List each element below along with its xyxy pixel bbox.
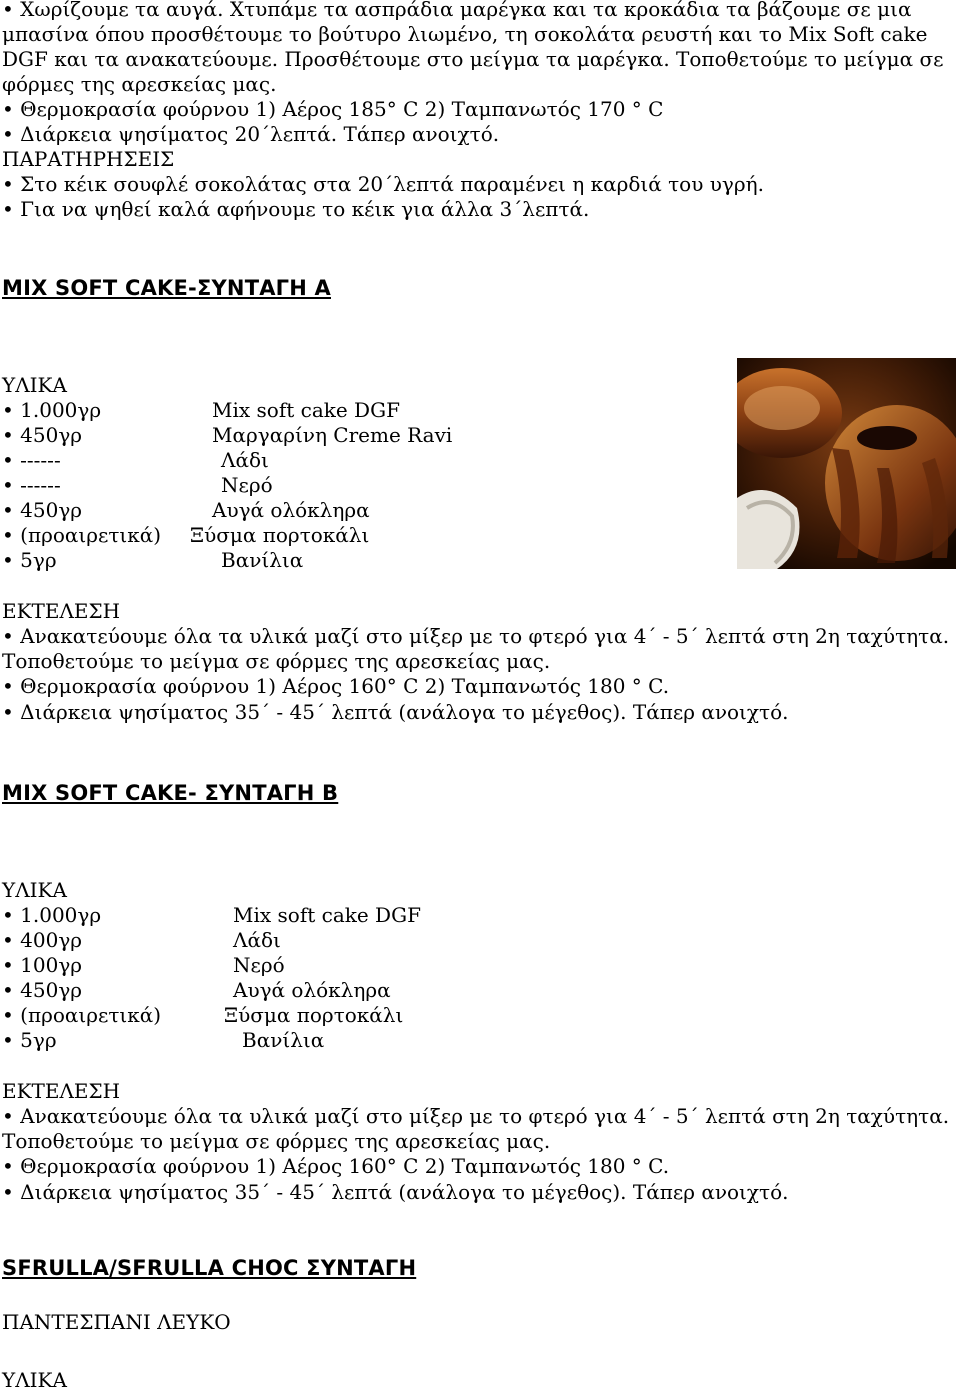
intro-line: • Θερμοκρασία φούρνου 1) Αέρος 185° C 2) Ταμπανωτός 170 ° C	[2, 97, 664, 121]
ingredient-row	[2, 978, 702, 1003]
execution-line: • Θερμοκρασία φούρνου 1) Αέρος 160° C 2) Ταμπανωτός 180 ° C.	[2, 1154, 670, 1178]
ingredient-row	[2, 423, 702, 448]
ingredient-name: Mix soft cake DGF	[212, 398, 400, 422]
ingredient-name: Λάδι	[221, 448, 269, 472]
ingredient-name: Ξύσμα πορτοκάλι	[190, 523, 370, 547]
execution-line: • Ανακατεύουμε όλα τα υλικά μαζί στο μίξερ με το φτερό για 4΄ - 5΄ λεπτά στη 2η ταχύτητα.	[2, 624, 950, 648]
notes-label: ΠΑΡΑΤΗΡΗΣΕΙΣ	[2, 147, 175, 171]
ingredient-row	[2, 398, 702, 423]
ingredient-qty: • 450γρ	[2, 498, 83, 522]
execution-line: • Διάρκεια ψησίματος 35΄ - 45΄ λεπτά (ανάλογα το μέγεθος). Τάπερ ανοιχτό.	[2, 1180, 789, 1204]
execution-line: • Ανακατεύουμε όλα τα υλικά μαζί στο μίξερ με το φτερό για 4΄ - 5΄ λεπτά στη 2η ταχύτητα.	[2, 1104, 950, 1128]
ingredient-row	[2, 953, 702, 978]
ingredient-name: Αυγά ολόκληρα	[212, 498, 370, 522]
recipe-a-execution-label: ΕΚΤΕΛΕΣΗ	[2, 599, 121, 623]
intro-line: • Διάρκεια ψησίματος 20΄λεπτά. Τάπερ ανοιχτό.	[2, 122, 500, 146]
ingredient-name: Ξύσμα πορτοκάλι	[224, 1003, 404, 1027]
ingredient-row	[2, 548, 702, 573]
execution-line: • Θερμοκρασία φούρνου 1) Αέρος 160° C 2) Ταμπανωτός 180 ° C.	[2, 674, 670, 698]
ingredient-qty: • ------	[2, 473, 61, 497]
intro-line: DGF και τα ανακατεύουμε. Προσθέτουμε στο μείγμα τα μαρέγκα. Τοποθετούμε το μείγμα σε	[2, 47, 944, 71]
intro-line: μπασίνα όπου προσθέτουμε το βούτυρο λιωμένο, τη σοκολάτα ρευστή και το Mix Soft cake	[2, 22, 928, 46]
ingredient-qty: • 1.000γρ	[2, 903, 102, 927]
ingredient-qty: • 400γρ	[2, 928, 83, 952]
ingredient-row	[2, 1028, 702, 1053]
ingredient-name: Νερό	[233, 953, 285, 977]
ingredient-qty: • (προαιρετικά)	[2, 523, 162, 547]
ingredient-name: Mix soft cake DGF	[233, 903, 421, 927]
execution-line: Τοποθετούμε το μείγμα σε φόρμες της αρεσκείας μας.	[2, 649, 551, 673]
recipe-b-title: MIX SOFT CAKE- ΣΥΝΤΑΓΗ Β	[2, 781, 339, 805]
execution-line: • Διάρκεια ψησίματος 35΄ - 45΄ λεπτά (ανάλογα το μέγεθος). Τάπερ ανοιχτό.	[2, 700, 789, 724]
intro-line: • Για να ψηθεί καλά αφήνουμε το κέικ για άλλα 3΄λεπτά.	[2, 197, 590, 221]
execution-line: Τοποθετούμε το μείγμα σε φόρμες της αρεσκείας μας.	[2, 1129, 551, 1153]
ingredient-row	[2, 903, 702, 928]
ingredient-qty: • 100γρ	[2, 953, 83, 977]
bundt-cake-photo	[737, 358, 956, 569]
ingredient-qty: • ------	[2, 448, 61, 472]
recipe-a-ingredients-label: ΥΛΙΚΑ	[2, 373, 67, 397]
ingredient-row	[2, 1003, 702, 1028]
ingredient-qty: • (προαιρετικά)	[2, 1003, 162, 1027]
ingredient-qty: • 450γρ	[2, 978, 83, 1002]
ingredient-row	[2, 448, 702, 473]
recipe-b-ingredients-label: ΥΛΙΚΑ	[2, 878, 67, 902]
intro-line: • Στο κέικ σουφλέ σοκολάτας στα 20΄λεπτά παραμένει η καρδιά του υγρή.	[2, 172, 764, 196]
intro-line: φόρμες της αρεσκείας μας.	[2, 72, 277, 96]
ingredient-row	[2, 928, 702, 953]
ingredient-name: Βανίλια	[242, 1028, 325, 1052]
intro-line: • Χωρίζουμε τα αυγά. Χτυπάμε τα ασπράδια μαρέγκα και τα κροκάδια τα βάζουμε σε μια	[2, 0, 912, 21]
ingredient-qty: • 450γρ	[2, 423, 83, 447]
ingredient-qty: • 5γρ	[2, 548, 57, 572]
ingredient-name: Βανίλια	[221, 548, 304, 572]
ingredient-qty: • 5γρ	[2, 1028, 57, 1052]
recipe-a-title: MIX SOFT CAKE-ΣΥΝΤΑΓΗ Α	[2, 276, 331, 300]
recipe-c-title: SFRULLA/SFRULLA CHOC ΣΥΝΤΑΓΗ	[2, 1256, 417, 1280]
ingredient-name: Αυγά ολόκληρα	[233, 978, 391, 1002]
ingredient-row	[2, 473, 702, 498]
ingredient-name: Μαργαρίνη Creme Ravi	[212, 423, 453, 447]
ingredient-name: Νερό	[221, 473, 273, 497]
recipe-b-execution-label: ΕΚΤΕΛΕΣΗ	[2, 1079, 121, 1103]
ingredient-name: Λάδι	[233, 928, 281, 952]
recipe-c-subtitle: ΠΑΝΤΕΣΠΑΝΙ ΛΕΥΚΟ	[2, 1310, 231, 1334]
ingredient-row	[2, 498, 702, 523]
ingredient-row	[2, 523, 702, 548]
ingredient-qty: • 1.000γρ	[2, 398, 102, 422]
recipe-c-ingredients-label: ΥΛΙΚΑ	[2, 1368, 67, 1392]
